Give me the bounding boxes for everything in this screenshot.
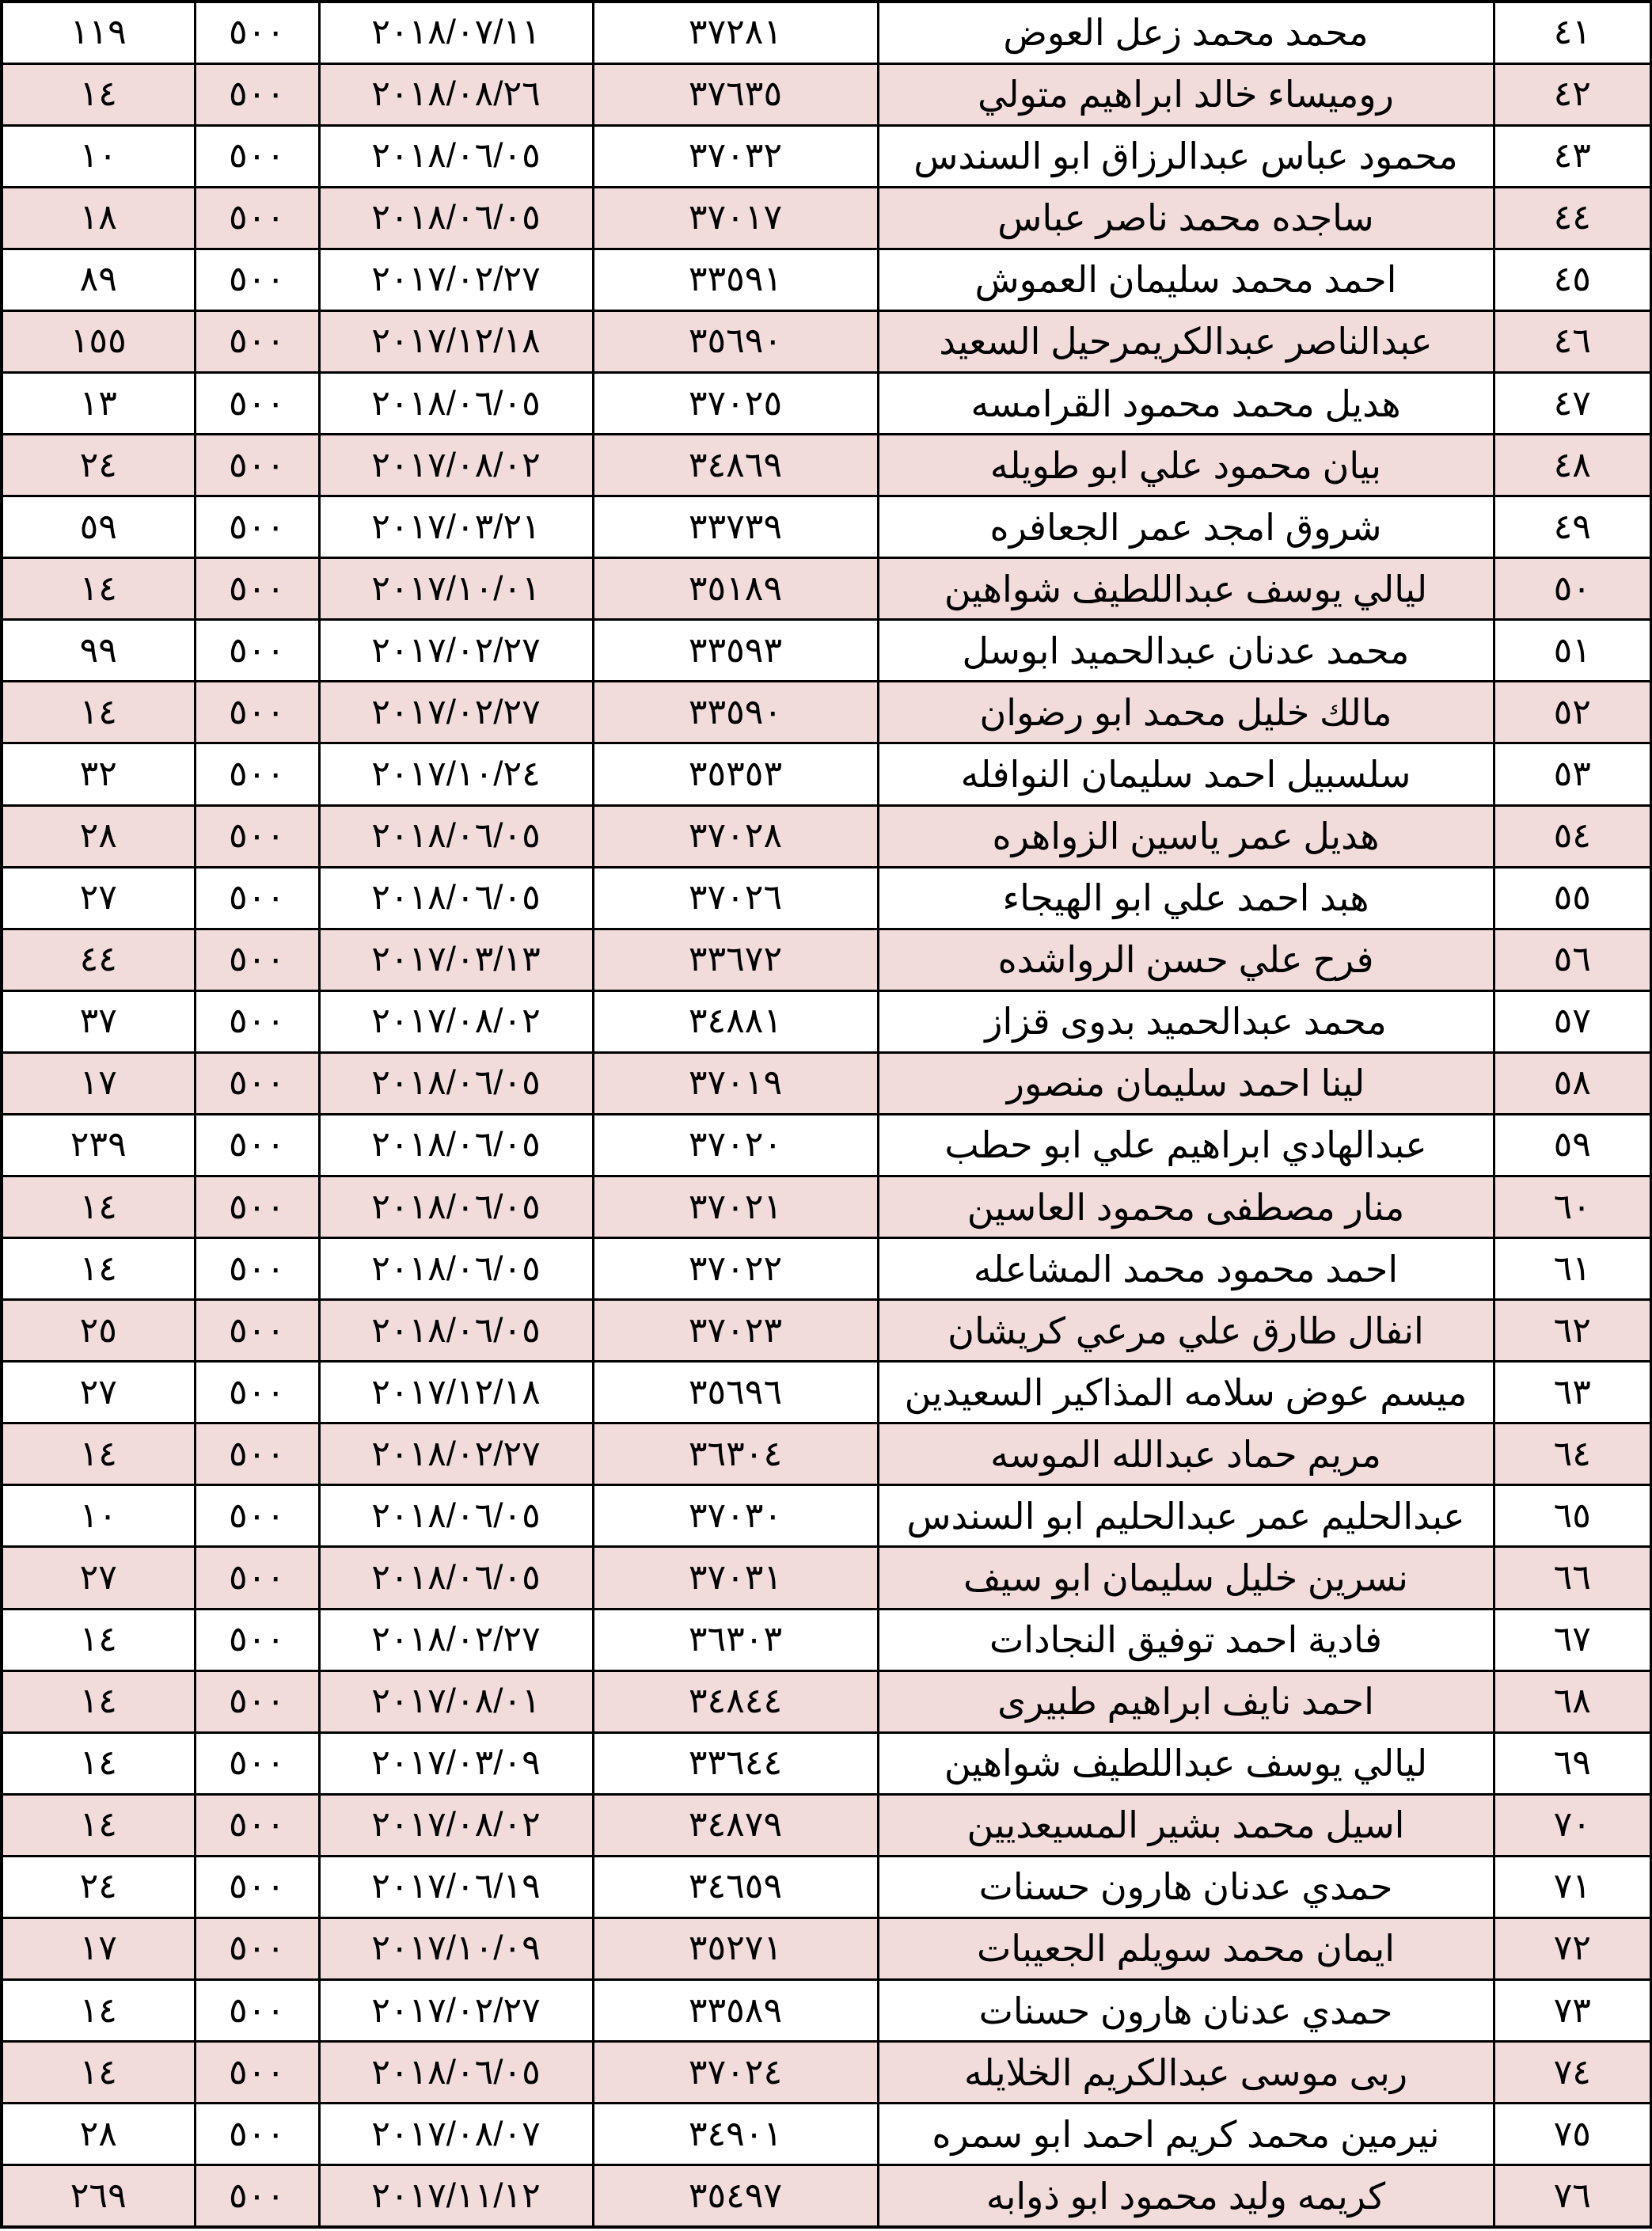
count-cell: ٣٧: [2, 990, 195, 1052]
name-cell: محمد عبدالحميد بدوى قزاز: [878, 990, 1494, 1052]
date-cell: ٢٠١٧/٠٨/٠١: [319, 1670, 593, 1732]
name-cell: فرح علي حسن الرواشده: [878, 929, 1494, 990]
name-cell: احمد محمود محمد المشاعله: [878, 1238, 1494, 1300]
id-number-cell: ٣٧٠١٧: [593, 187, 878, 249]
table-row: [2, 496, 1651, 558]
serial-number-cell: ٦٤: [1494, 1423, 1651, 1485]
amount-cell: ٥٠٠: [195, 1794, 319, 1856]
table-row: [2, 310, 1651, 372]
table-row: [2, 1670, 1651, 1732]
id-number-cell: ٣٧٢٨١: [593, 2, 878, 63]
name-cell: سلسبيل احمد سليمان النوافله: [878, 743, 1494, 805]
count-cell: ١٠: [2, 1485, 195, 1547]
count-cell: ١٤: [2, 1732, 195, 1794]
count-cell: ٢٤: [2, 1856, 195, 1917]
serial-number-cell: ٥٨: [1494, 1052, 1651, 1114]
id-number-cell: ٣٤٩٠١: [593, 2104, 878, 2165]
amount-cell: ٥٠٠: [195, 187, 319, 249]
id-number-cell: ٣٣٦٤٤: [593, 1732, 878, 1794]
count-cell: ٣٢: [2, 743, 195, 805]
amount-cell: ٥٠٠: [195, 805, 319, 867]
name-cell: عبدالناصر عبدالكريمرحيل السعيد: [878, 310, 1494, 372]
table-row: [2, 1052, 1651, 1114]
date-cell: ٢٠١٧/٠٨/٠٢: [319, 1794, 593, 1856]
table-row: [2, 249, 1651, 310]
name-cell: هديل عمر ياسين الزواهره: [878, 805, 1494, 867]
serial-number-cell: ٥١: [1494, 620, 1651, 682]
date-cell: ٢٠١٨/٠٦/٠٥: [319, 1238, 593, 1300]
id-number-cell: ٣٣٥٩١: [593, 249, 878, 310]
serial-number-cell: ٥٦: [1494, 929, 1651, 990]
table-row: [2, 1609, 1651, 1670]
date-cell: ٢٠١٧/٠٢/٢٧: [319, 682, 593, 743]
date-cell: ٢٠١٨/٠٧/١١: [319, 2, 593, 63]
date-cell: ٢٠١٧/٠٨/٠٧: [319, 2104, 593, 2165]
id-number-cell: ٣٧٠٢٤: [593, 2042, 878, 2104]
id-number-cell: ٣٧٠١٩: [593, 1052, 878, 1114]
name-cell: احمد محمد سليمان العموش: [878, 249, 1494, 310]
serial-number-cell: ٥٣: [1494, 743, 1651, 805]
name-cell: كريمه وليد محمود ابو ذوابه: [878, 2165, 1494, 2227]
name-cell: عبدالحليم عمر عبدالحليم ابو السندس: [878, 1485, 1494, 1547]
count-cell: ١٤: [2, 558, 195, 620]
date-cell: ٢٠١٨/٠٦/٠٥: [319, 2042, 593, 2104]
count-cell: ٢٤: [2, 435, 195, 496]
id-number-cell: ٣٧٠٣٠: [593, 1485, 878, 1547]
serial-number-cell: ٤١: [1494, 2, 1651, 63]
count-cell: ١٥٥: [2, 310, 195, 372]
serial-number-cell: ٦٠: [1494, 1176, 1651, 1237]
count-cell: ١٤: [2, 1176, 195, 1237]
amount-cell: ٥٠٠: [195, 1980, 319, 2042]
id-number-cell: ٣٧٠٢٦: [593, 867, 878, 929]
id-number-cell: ٣٤٨٧٩: [593, 1794, 878, 1856]
count-cell: ٢٧: [2, 1547, 195, 1609]
amount-cell: ٥٠٠: [195, 1732, 319, 1794]
serial-number-cell: ٥٠: [1494, 558, 1651, 620]
table-row: [2, 558, 1651, 620]
amount-cell: ٥٠٠: [195, 929, 319, 990]
name-cell: ايمان محمد سويلم الجعيبات: [878, 1917, 1494, 1979]
date-cell: ٢٠١٧/٠٨/٠٢: [319, 435, 593, 496]
amount-cell: ٥٠٠: [195, 620, 319, 682]
id-number-cell: ٣٣٥٨٩: [593, 1980, 878, 2042]
count-cell: ٢٧: [2, 1362, 195, 1423]
count-cell: ١٤: [2, 2042, 195, 2104]
table-row: [2, 1238, 1651, 1300]
id-number-cell: ٣٥٦٩٠: [593, 310, 878, 372]
id-number-cell: ٣٧٠٢١: [593, 1176, 878, 1237]
count-cell: ١٤: [2, 1423, 195, 1485]
table-row: [2, 620, 1651, 682]
amount-cell: ٥٠٠: [195, 682, 319, 743]
table-row: [2, 743, 1651, 805]
count-cell: ١٤: [2, 1980, 195, 2042]
serial-number-cell: ٧٠: [1494, 1794, 1651, 1856]
table-row: [2, 187, 1651, 249]
id-number-cell: ٣٧٠٢٢: [593, 1238, 878, 1300]
date-cell: ٢٠١٧/٠٨/٠٢: [319, 990, 593, 1052]
table-row: [2, 805, 1651, 867]
amount-cell: ٥٠٠: [195, 558, 319, 620]
amount-cell: ٥٠٠: [195, 1917, 319, 1979]
date-cell: ٢٠١٧/٠٣/١٣: [319, 929, 593, 990]
table-row: [2, 867, 1651, 929]
name-cell: لينا احمد سليمان منصور: [878, 1052, 1494, 1114]
table-row: [2, 435, 1651, 496]
amount-cell: ٥٠٠: [195, 310, 319, 372]
name-cell: مالك خليل محمد ابو رضوان: [878, 682, 1494, 743]
count-cell: ٢٨: [2, 2104, 195, 2165]
id-number-cell: ٣٣٥٩٠: [593, 682, 878, 743]
table-row: [2, 929, 1651, 990]
id-number-cell: ٣٤٨٦٩: [593, 435, 878, 496]
name-cell: ربى موسى عبدالكريم الخلايله: [878, 2042, 1494, 2104]
serial-number-cell: ٤٨: [1494, 435, 1651, 496]
name-cell: حمدي عدنان هارون حسنات: [878, 1980, 1494, 2042]
id-number-cell: ٣٥٢٧١: [593, 1917, 878, 1979]
name-cell: بيان محمود علي ابو طويله: [878, 435, 1494, 496]
id-number-cell: ٣٧٠٢٥: [593, 372, 878, 434]
serial-number-cell: ٥٤: [1494, 805, 1651, 867]
count-cell: ٢٨: [2, 805, 195, 867]
name-cell: شروق امجد عمر الجعافره: [878, 496, 1494, 558]
name-cell: محمد محمد زعل العوض: [878, 2, 1494, 63]
serial-number-cell: ٤٢: [1494, 63, 1651, 125]
table-row: [2, 990, 1651, 1052]
amount-cell: ٥٠٠: [195, 743, 319, 805]
id-number-cell: ٣٧٠٣١: [593, 1547, 878, 1609]
count-cell: ١٨: [2, 187, 195, 249]
date-cell: ٢٠١٧/١٠/٠١: [319, 558, 593, 620]
id-number-cell: ٣٥١٨٩: [593, 558, 878, 620]
date-cell: ٢٠١٨/٠٦/٠٥: [319, 805, 593, 867]
count-cell: ١٣: [2, 372, 195, 434]
date-cell: ٢٠١٨/٠٦/٠٥: [319, 1547, 593, 1609]
date-cell: ٢٠١٧/١١/١٢: [319, 2165, 593, 2227]
id-number-cell: ٣٣٧٣٩: [593, 496, 878, 558]
serial-number-cell: ٦٣: [1494, 1362, 1651, 1423]
table-row: [2, 2042, 1651, 2104]
date-cell: ٢٠١٨/٠٦/٠٥: [319, 867, 593, 929]
serial-number-cell: ٧٣: [1494, 1980, 1651, 2042]
count-cell: ١٤: [2, 682, 195, 743]
id-number-cell: ٣٣٥٩٣: [593, 620, 878, 682]
name-cell: مريم حماد عبدالله الموسه: [878, 1423, 1494, 1485]
name-cell: محمود عباس عبدالرزاق ابو السندس: [878, 125, 1494, 187]
date-cell: ٢٠١٨/٠٦/٠٥: [319, 1052, 593, 1114]
table-row: [2, 2, 1651, 63]
id-number-cell: ٣٥٦٩٦: [593, 1362, 878, 1423]
amount-cell: ٥٠٠: [195, 1856, 319, 1917]
amount-cell: ٥٠٠: [195, 1238, 319, 1300]
count-cell: ٩٩: [2, 620, 195, 682]
amount-cell: ٥٠٠: [195, 2042, 319, 2104]
amount-cell: ٥٠٠: [195, 496, 319, 558]
table-row: [2, 1114, 1651, 1176]
serial-number-cell: ٥٧: [1494, 990, 1651, 1052]
serial-number-cell: ٥٢: [1494, 682, 1651, 743]
table-body: [2, 2, 1651, 2227]
serial-number-cell: ٥٩: [1494, 1114, 1651, 1176]
serial-number-cell: ٤٣: [1494, 125, 1651, 187]
serial-number-cell: ٤٤: [1494, 187, 1651, 249]
date-cell: ٢٠١٨/٠٦/٠٥: [319, 125, 593, 187]
date-cell: ٢٠١٧/٠٣/٠٩: [319, 1732, 593, 1794]
table-row: [2, 1732, 1651, 1794]
serial-number-cell: ٧١: [1494, 1856, 1651, 1917]
table-row: [2, 1423, 1651, 1485]
amount-cell: ٥٠٠: [195, 249, 319, 310]
serial-number-cell: ٦٩: [1494, 1732, 1651, 1794]
count-cell: ٨٩: [2, 249, 195, 310]
amount-cell: ٥٠٠: [195, 435, 319, 496]
date-cell: ٢٠١٨/٠٦/٠٥: [319, 1300, 593, 1362]
serial-number-cell: ٧٤: [1494, 2042, 1651, 2104]
table-row: [2, 63, 1651, 125]
serial-number-cell: ٤٩: [1494, 496, 1651, 558]
table-row: [2, 125, 1651, 187]
serial-number-cell: ٦١: [1494, 1238, 1651, 1300]
name-cell: حمدي عدنان هارون حسنات: [878, 1856, 1494, 1917]
table-row: [2, 682, 1651, 743]
date-cell: ٢٠١٨/٠٨/٢٦: [319, 63, 593, 125]
date-cell: ٢٠١٧/١٢/١٨: [319, 310, 593, 372]
date-cell: ٢٠١٨/٠٦/٠٥: [319, 372, 593, 434]
amount-cell: ٥٠٠: [195, 2, 319, 63]
name-cell: نيرمين محمد كريم احمد ابو سمره: [878, 2104, 1494, 2165]
name-cell: روميساء خالد ابراهيم متولي: [878, 63, 1494, 125]
amount-cell: ٥٠٠: [195, 867, 319, 929]
count-cell: ١١٩: [2, 2, 195, 63]
date-cell: ٢٠١٧/١٢/١٨: [319, 1362, 593, 1423]
date-cell: ٢٠١٨/٠٦/٠٥: [319, 187, 593, 249]
table-row: [2, 1300, 1651, 1362]
amount-cell: ٥٠٠: [195, 1547, 319, 1609]
amount-cell: ٥٠٠: [195, 1670, 319, 1732]
date-cell: ٢٠١٨/٠٦/٠٥: [319, 1485, 593, 1547]
count-cell: ١٠: [2, 125, 195, 187]
count-cell: ١٤: [2, 1794, 195, 1856]
serial-number-cell: ٦٢: [1494, 1300, 1651, 1362]
date-cell: ٢٠١٨/٠٦/٠٥: [319, 1176, 593, 1237]
amount-cell: ٥٠٠: [195, 1609, 319, 1670]
amount-cell: ٥٠٠: [195, 1176, 319, 1237]
table-row: [2, 1980, 1651, 2042]
id-number-cell: ٣٤٦٥٩: [593, 1856, 878, 1917]
serial-number-cell: ٦٦: [1494, 1547, 1651, 1609]
count-cell: ١٤: [2, 1609, 195, 1670]
amount-cell: ٥٠٠: [195, 1485, 319, 1547]
name-cell: ليالي يوسف عبداللطيف شواهين: [878, 558, 1494, 620]
id-number-cell: ٣٦٣٠٣: [593, 1609, 878, 1670]
amount-cell: ٥٠٠: [195, 372, 319, 434]
id-number-cell: ٣٤٨٤٤: [593, 1670, 878, 1732]
table-row: [2, 1856, 1651, 1917]
name-cell: محمد عدنان عبدالحميد ابوسل: [878, 620, 1494, 682]
count-cell: ٢٦٩: [2, 2165, 195, 2227]
serial-number-cell: ٧٢: [1494, 1917, 1651, 1979]
count-cell: ١٤: [2, 1670, 195, 1732]
amount-cell: ٥٠٠: [195, 125, 319, 187]
date-cell: ٢٠١٧/٠٢/٢٧: [319, 620, 593, 682]
table-row: [2, 372, 1651, 434]
name-cell: انفال طارق علي مرعي كريشان: [878, 1300, 1494, 1362]
date-cell: ٢٠١٧/١٠/٠٩: [319, 1917, 593, 1979]
name-cell: فادية احمد توفيق النجادات: [878, 1609, 1494, 1670]
amount-cell: ٥٠٠: [195, 1300, 319, 1362]
id-number-cell: ٣٧٦٣٥: [593, 63, 878, 125]
amount-cell: ٥٠٠: [195, 990, 319, 1052]
id-number-cell: ٣٥٣٥٣: [593, 743, 878, 805]
name-cell: نسرين خليل سليمان ابو سيف: [878, 1547, 1494, 1609]
id-number-cell: ٣٧٠٢٠: [593, 1114, 878, 1176]
date-cell: ٢٠١٧/٠٢/٢٧: [319, 1980, 593, 2042]
id-number-cell: ٣٧٠٣٢: [593, 125, 878, 187]
name-cell: عبدالهادي ابراهيم علي ابو حطب: [878, 1114, 1494, 1176]
count-cell: ١٧: [2, 1052, 195, 1114]
serial-number-cell: ٥٥: [1494, 867, 1651, 929]
name-cell: اسيل محمد بشير المسيعديين: [878, 1794, 1494, 1856]
date-cell: ٢٠١٧/٠٢/٢٧: [319, 249, 593, 310]
name-cell: ليالي يوسف عبداللطيف شواهين: [878, 1732, 1494, 1794]
amount-cell: ٥٠٠: [195, 2165, 319, 2227]
date-cell: ٢٠١٧/١٠/٢٤: [319, 743, 593, 805]
count-cell: ٢٧: [2, 867, 195, 929]
table-row: [2, 1794, 1651, 1856]
table-row: [2, 1362, 1651, 1423]
name-cell: ميسم عوض سلامه المذاكير السعيدين: [878, 1362, 1494, 1423]
amount-cell: ٥٠٠: [195, 1114, 319, 1176]
serial-number-cell: ٤٦: [1494, 310, 1651, 372]
id-number-cell: ٣٧٠٢٣: [593, 1300, 878, 1362]
serial-number-cell: ٦٨: [1494, 1670, 1651, 1732]
count-cell: ٢٥: [2, 1300, 195, 1362]
count-cell: ٢٣٩: [2, 1114, 195, 1176]
amount-cell: ٥٠٠: [195, 1362, 319, 1423]
id-number-cell: ٣٣٦٧٢: [593, 929, 878, 990]
serial-number-cell: ٦٥: [1494, 1485, 1651, 1547]
serial-number-cell: ٦٧: [1494, 1609, 1651, 1670]
date-cell: ٢٠١٨/٠٢/٢٧: [319, 1609, 593, 1670]
date-cell: ٢٠١٧/٠٣/٢١: [319, 496, 593, 558]
serial-number-cell: ٧٥: [1494, 2104, 1651, 2165]
amount-cell: ٥٠٠: [195, 1052, 319, 1114]
table-row: [2, 1917, 1651, 1979]
serial-number-cell: ٧٦: [1494, 2165, 1651, 2227]
count-cell: ١٤: [2, 1238, 195, 1300]
name-cell: هديل محمد محمود القرامسه: [878, 372, 1494, 434]
name-cell: ساجده محمد ناصر عباس: [878, 187, 1494, 249]
id-number-cell: ٣٦٣٠٤: [593, 1423, 878, 1485]
amount-cell: ٥٠٠: [195, 1423, 319, 1485]
count-cell: ١٤: [2, 63, 195, 125]
table-row: [2, 2104, 1651, 2165]
name-cell: هبد احمد علي ابو الهيجاء: [878, 867, 1494, 929]
table-row: [2, 1176, 1651, 1237]
date-cell: ٢٠١٨/٠٢/٢٧: [319, 1423, 593, 1485]
id-number-cell: ٣٥٤٩٧: [593, 2165, 878, 2227]
amount-cell: ٥٠٠: [195, 2104, 319, 2165]
table-row: [2, 2165, 1651, 2227]
name-cell: احمد نايف ابراهيم طبيرى: [878, 1670, 1494, 1732]
date-cell: ٢٠١٨/٠٦/٠٥: [319, 1114, 593, 1176]
table-row: [2, 1485, 1651, 1547]
serial-number-cell: ٤٧: [1494, 372, 1651, 434]
amount-cell: ٥٠٠: [195, 63, 319, 125]
id-number-cell: ٣٧٠٢٨: [593, 805, 878, 867]
date-cell: ٢٠١٧/٠٦/١٩: [319, 1856, 593, 1917]
serial-number-cell: ٤٥: [1494, 249, 1651, 310]
id-number-cell: ٣٤٨٨١: [593, 990, 878, 1052]
table-row: [2, 1547, 1651, 1609]
count-cell: ١٧: [2, 1917, 195, 1979]
name-cell: منار مصطفى محمود العاسين: [878, 1176, 1494, 1237]
count-cell: ٥٩: [2, 496, 195, 558]
count-cell: ٤٤: [2, 929, 195, 990]
